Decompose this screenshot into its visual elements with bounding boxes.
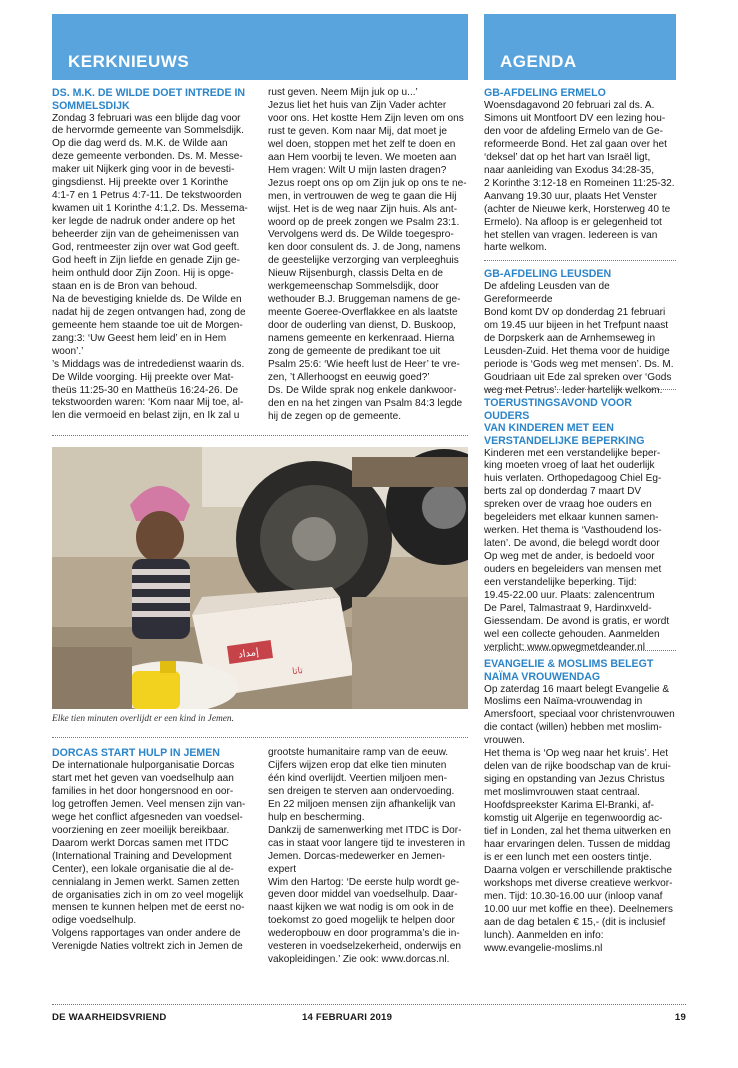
- article-intrede-text-1: Zondag 3 februari was een blijde dag voor de hervormde gemeente van Sommelsdijk. Op die dag werd ds. M.K. de Wilde aan deze gemeente verbonden. Ds. M. Messe- maker uit Nijkerk ging voor in de bevesti- gingsdienst. Hij preekte over 1 Korinthe 4:1-7 en 1 Petrus 4:7-11. De tekstwoorden kwamen uit 1 Korinthe 4:1,2. Ds. Messema- ker legde de nadruk onder andere op het beheerder zijn van de geheimenissen van God, rentmeester zijn over wat God geeft. God heeft in Zijn liefde en genade Zijn ge- heim onthuld door Zijn Zoon. Hij is opge- staan en is de Bron van behoud. Na de bevestiging knielde ds. De Wilde en nadat hij de zegen ontvangen had, zong de gemeente hem staande toe uit de Morgen- zang:3: ‘Uw Geest hem leid’ en in Hem woon’.’ ’s Middags was de intrededienst waarin ds. De Wilde voorging. Hij preekte over Mat- theüs 11:25-30 en Mattheüs 16:24-26. De tekstwoorden waren: ‘Kom naar Mij toe, al- len die vermoeid en belast zijn, en Ik zal u: [52, 112, 248, 422]
- article-dorcas-text-1: De internationale hulporganisatie Dorcas start met het geven van voedselhulp aan families in het door hongersnood en oor- log getroffen Jemen. Veel mensen zijn van- wege het conflict afgesneden van voedsel- voorziening en zeer moeilijk bereikbaar. Daarom werkt Dorcas samen met ITDC (International Training and Development Center), een lokale organisatie die al de- cennialang in Jemen werkt. Samen zetten de organisaties zich in om zo veel mogelijk mensen te kunnen helpen met de eerst no- odige voedselhulp. Volgens rapportages van onder andere de Verenigde Naties voltrekt zich in Jemen de: [52, 760, 246, 953]
- divider: [484, 650, 676, 651]
- agenda-body: Kinderen met een verstandelijke beper- king moeten vroeg of laat het ouderlijk huis verlaten. Orthopedagoog Chiel Eg- berts zal op donderdag 7 maart DV spreken over de vraag hoe ouders en begeleiders met elkaar kunnen samen- werken. Het thema is ‘Vasthoudend los- laten’. De avond, die belegd wordt door Op weg met de ander, is bedoeld voor ouders en begeleiders van mensen met een verstandelijke beperking. Tijd: 19.45-22.00 uur. Plaats: zalencentrum De Parel, Talmastraat 9, Hardinxveld- Giessendam. De avond is gratis, er wordt wel een collecte gehouden. Aanmelden verplicht: www.opwegmetdeander.nl: [484, 447, 670, 653]
- agenda-body: De afdeling Leusden van de Gereformeerde Bond komt DV op donderdag 21 februari om 19.45 uur bijeen in het Trefpunt naast de Dorpskerk aan de Arnhemseweg in Leusden-Zuid. Het thema voor de huidige periode is ‘Gods weg met mensen’. Ds. M. Goudriaan uit Ede zal spreken over ‘Gods weg met Petrus’. Ieder hartelijk welkom.: [484, 281, 674, 396]
- footer-divider: [52, 1004, 686, 1005]
- agenda-title: TOERUSTINGSAVOND VOOR OUDERS VAN KINDEREN MET EEN VERSTANDELIJKE BEPERKING: [484, 397, 645, 447]
- box-arabic-text: تاتا: [291, 665, 304, 678]
- photo-jemen-child: [52, 447, 468, 709]
- divider: [484, 389, 676, 390]
- article-dorcas-column-2: [268, 747, 473, 967]
- agenda-item-leusden: [484, 268, 679, 398]
- article-dorcas-text-2: grootste humanitaire ramp van de eeuw. Cijfers wijzen erop dat elke tien minuten één kind overlijdt. Veertien miljoen men- sen dreigen te sterven aan ondervoeding. En 22 miljoen mensen zijn afhankelijk van hulp en bescherming. Dankzij de samenwerking met ITDC is Dor- cas in staat voor langere tijd te investeren in Jemen. Dorcas-medewerker en Jemen-expert Wim den Hartog: ‘De eerste hulp wordt ge- geven door middel van voedselhulp. Daar- naast kijken we wat nodig is om ook in de toekomst zo goed mogelijk te helpen door wederopbouw en door programma’s die in- vesteren in voedselzekerheid, onderwijs en vakopleidingen.’ Zie ook: www.dorcas.nl.: [268, 747, 465, 966]
- section-title-agenda: AGENDA: [500, 52, 577, 71]
- article-dorcas-title: DORCAS START HULP IN JEMEN: [52, 747, 220, 759]
- section-bar-agenda: [484, 14, 676, 80]
- article-intrede-column-1: [52, 87, 257, 423]
- divider: [52, 737, 468, 738]
- article-dorcas-column-1: [52, 747, 257, 954]
- footer-date: 14 FEBRUARI 2019: [302, 1012, 393, 1023]
- footer-publication: DE WAARHEIDSVRIEND: [52, 1012, 167, 1023]
- photo-caption: Elke tien minuten overlijdt er een kind in Jemen.: [52, 714, 234, 724]
- agenda-item-ermelo: [484, 87, 679, 255]
- agenda-title: GB-AFDELING LEUSDEN: [484, 268, 612, 280]
- section-bar-kerknieuws: [52, 14, 468, 80]
- article-intrede-title: DS. M.K. DE WILDE DOET INTREDE IN SOMMELSDIJK: [52, 87, 246, 112]
- agenda-item-toerusting: [484, 397, 679, 655]
- section-title-kerknieuws: KERKNIEUWS: [68, 52, 190, 71]
- divider: [52, 435, 468, 436]
- box-label: إمداد: [237, 646, 260, 661]
- divider: [484, 260, 676, 261]
- agenda-item-naima: [484, 658, 679, 956]
- agenda-body: Woensdagavond 20 februari zal ds. A. Simons uit Montfoort DV een lezing hou- den voor de afdeling Ermelo van de Ge- reformeerde Bond. Het zal gaan over het ‘deksel’ dat op het hart van Israël ligt, naar aanleiding van Exodus 34:28-35, 2 Korinthe 3:12-18 en Romeinen 11:25-32. Aanvang 19.30 uur, plaats Het Venster (achter de Nieuwe kerk, Horsterweg 40 te Ermelo). Na afloop is er gelegenheid tot het stellen van vragen. Iedereen is van harte welkom.: [484, 100, 675, 254]
- agenda-title: EVANGELIE & MOSLIMS BELEGT NAÏMA VROUWENDAG: [484, 658, 654, 683]
- article-intrede-text-2: rust geven. Neem Mijn juk op u...’ Jezus liet het huis van Zijn Vader achter voor ons. Het kostte Hem Zijn leven om ons rust te geven. Kom naar Mij, dat moet je wel doen, stoppen met het zelf te doen en aan Hem voorbij te leven. We moeten aan Hem vragen: Wilt U mijn lasten dragen? Jezus roept ons op om Zijn juk op ons te ne- men, in vertrouwen de weg te gaan die Hij wijst. Het is de weg naar Zijn huis. Als ant- woord op de preek zongen we Psalm 23:1. Vervolgens werd ds. De Wilde toegespro- ken door consulent ds. J. de Jong, namens de geestelijke verzorging van verpleeghuis Nieuw Rijsenburgh, classis Delta en de werkgemeenschap Sommelsdijk, door wethouder B.J. Bruggeman namens de ge- meente Goeree-Overflakkee en als laatste door de ouderling van dienst, D. Buskoop, namens gemeente en kerkenraad. Hierna zong de gemeente de predikant toe uit Psalm 25:6: ‘Wie heeft lust de Heer’ te vre- zen, ’t Allerhoogst en eeuwig goed?’ Ds. De Wilde sprak nog enkele dankwoor- den en na het zingen van Psalm 84:3 legde hij de zegen op de gemeente.: [268, 87, 467, 422]
- article-intrede-column-2: [268, 87, 473, 424]
- agenda-title: GB-AFDELING ERMELO: [484, 87, 606, 99]
- footer-page-number: 19: [674, 1012, 686, 1023]
- agenda-body: Op zaterdag 16 maart belegt Evangelie & Moslims een Naïma-vrouwendag in Amersfoort, speciaal voor christenvrouwen die contact (willen) hebben met moslim- vrouwen. Het thema is ‘Op weg naar het kruis’. Het delen van de rijke boodschap van de krui- siging en opstanding van Jezus Christus met moslimvrouwen staat centraal. Hoofdspreekster Karima El-Branki, af- komstig uit Algerije en tegenwoordig ac- tief in Londen, zal het thema uitwerken en haar ervaringen delen. Tussen de middag is er een lunch met een oosters tintje. Daarna volgen er verschillende praktische workshops met diverse creatieve werkvor- men. Tijd: 10.30-16.00 uur (inloop vanaf 10.00 uur met koffie en thee). Deelnemers aan de dag betalen € 15,- (dit is inclusief lunch). Aanmelden en info: www.evangelie-moslims.nl: [484, 683, 675, 954]
